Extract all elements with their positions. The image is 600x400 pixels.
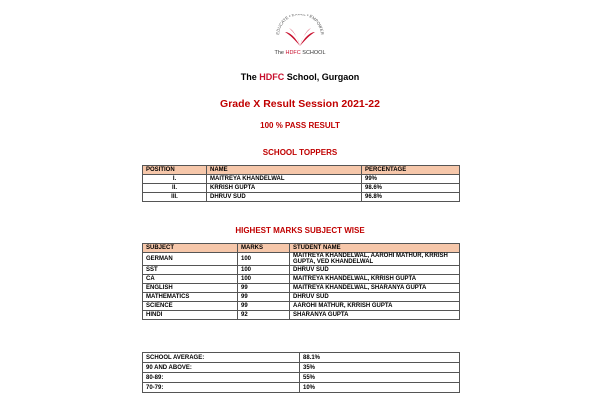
subjects-cell: SCIENCE bbox=[143, 302, 238, 311]
subjects-cell: 100 bbox=[238, 275, 290, 284]
subjects-cell: 99 bbox=[238, 302, 290, 311]
stats-cell: 90 AND ABOVE: bbox=[143, 363, 300, 373]
stats-cell: 80-89: bbox=[143, 373, 300, 383]
toppers-cell: III. bbox=[143, 193, 207, 202]
subjects-cell: MAITREYA KHANDELWAL, AAROHI MATHUR, KRRISH GUPTA, VED KHANDELWAL bbox=[290, 253, 460, 266]
school-name bbox=[0, 72, 600, 82]
school-prefix: The bbox=[240, 72, 260, 82]
stats-row bbox=[143, 353, 460, 363]
logo-emblem-icon bbox=[265, 14, 335, 50]
toppers-cell: DHRUV SUD bbox=[207, 193, 362, 202]
toppers-heading: SCHOOL TOPPERS bbox=[262, 148, 338, 157]
logo-name: HDFC bbox=[285, 50, 301, 56]
toppers-cell: 98.6% bbox=[362, 184, 460, 193]
logo-arc-text: EDUCATE • E • EMPOWER bbox=[275, 14, 325, 35]
subjects-cell: 92 bbox=[238, 311, 290, 320]
stats-table bbox=[142, 352, 460, 393]
logo-prefix: The bbox=[274, 50, 284, 56]
subjects-cell: HINDI bbox=[143, 311, 238, 320]
toppers-cell: 99% bbox=[362, 175, 460, 184]
subjects-row bbox=[143, 293, 460, 302]
toppers-cell: MAITREYA KHANDELWAL bbox=[207, 175, 362, 184]
toppers-cell: II. bbox=[143, 184, 207, 193]
stats-cell: 35% bbox=[300, 363, 460, 373]
toppers-cell: 96.8% bbox=[362, 193, 460, 202]
school-location: School, Gurgaon bbox=[284, 72, 360, 82]
subjects-row bbox=[143, 311, 460, 320]
subjects-cell: MAITREYA KHANDELWAL, SHARANYA GUPTA bbox=[290, 284, 460, 293]
logo-suffix: SCHOOL bbox=[302, 50, 326, 56]
stats-cell: SCHOOL AVERAGE: bbox=[143, 353, 300, 363]
svg-text:EDUCATE • EXCEL • EMPOWER bbox=[275, 14, 325, 35]
subjects-cell: MAITREYA KHANDELWAL, KRRISH GUPTA bbox=[290, 275, 460, 284]
subjects-row bbox=[143, 253, 460, 266]
toppers-column-header: NAME bbox=[207, 166, 362, 175]
subjects-cell: 100 bbox=[238, 253, 290, 266]
subjects-cell: ENGLISH bbox=[143, 284, 238, 293]
toppers-row bbox=[143, 184, 460, 193]
pass-result: 100 % PASS RESULT bbox=[260, 121, 340, 130]
subjects-row bbox=[143, 284, 460, 293]
subjects-cell: 100 bbox=[238, 266, 290, 275]
subjects-row bbox=[143, 275, 460, 284]
subjects-row bbox=[143, 302, 460, 311]
school-logo bbox=[265, 14, 335, 66]
stats-cell: 70-79: bbox=[143, 383, 300, 393]
toppers-column-header: PERCENTAGE bbox=[362, 166, 460, 175]
toppers-column-header: POSITION bbox=[143, 166, 207, 175]
subjects-column-header: SUBJECT bbox=[143, 244, 238, 253]
subjects-cell: 99 bbox=[238, 293, 290, 302]
subjects-cell: DHRUV SUD bbox=[290, 293, 460, 302]
subjects-cell: SHARANYA GUPTA bbox=[290, 311, 460, 320]
subjects-cell: GERMAN bbox=[143, 253, 238, 266]
subjects-table bbox=[142, 243, 460, 320]
subjects-cell: SST bbox=[143, 266, 238, 275]
stats-cell: 55% bbox=[300, 373, 460, 383]
toppers-row bbox=[143, 175, 460, 184]
subjects-column-header: MARKS bbox=[238, 244, 290, 253]
subjects-column-header: STUDENT NAME bbox=[290, 244, 460, 253]
toppers-row bbox=[143, 193, 460, 202]
toppers-cell: KRRISH GUPTA bbox=[207, 184, 362, 193]
logo-wordmark bbox=[265, 50, 335, 56]
subjects-cell: AAROHI MATHUR, KRRISH GUPTA bbox=[290, 302, 460, 311]
school-brand: HDFC bbox=[259, 72, 285, 82]
toppers-table bbox=[142, 165, 460, 202]
stats-cell: 88.1% bbox=[300, 353, 460, 363]
subjects-cell: DHRUV SUD bbox=[290, 266, 460, 275]
subjects-cell: 99 bbox=[238, 284, 290, 293]
subjects-cell: MATHEMATICS bbox=[143, 293, 238, 302]
page-title: Grade X Result Session 2021-22 bbox=[220, 98, 380, 110]
toppers-cell: I. bbox=[143, 175, 207, 184]
stats-cell: 10% bbox=[300, 383, 460, 393]
stats-row bbox=[143, 363, 460, 373]
subjects-cell: CA bbox=[143, 275, 238, 284]
stats-row bbox=[143, 373, 460, 383]
subjects-heading: HIGHEST MARKS SUBJECT WISE bbox=[235, 226, 365, 235]
stats-row bbox=[143, 383, 460, 393]
subjects-row bbox=[143, 266, 460, 275]
